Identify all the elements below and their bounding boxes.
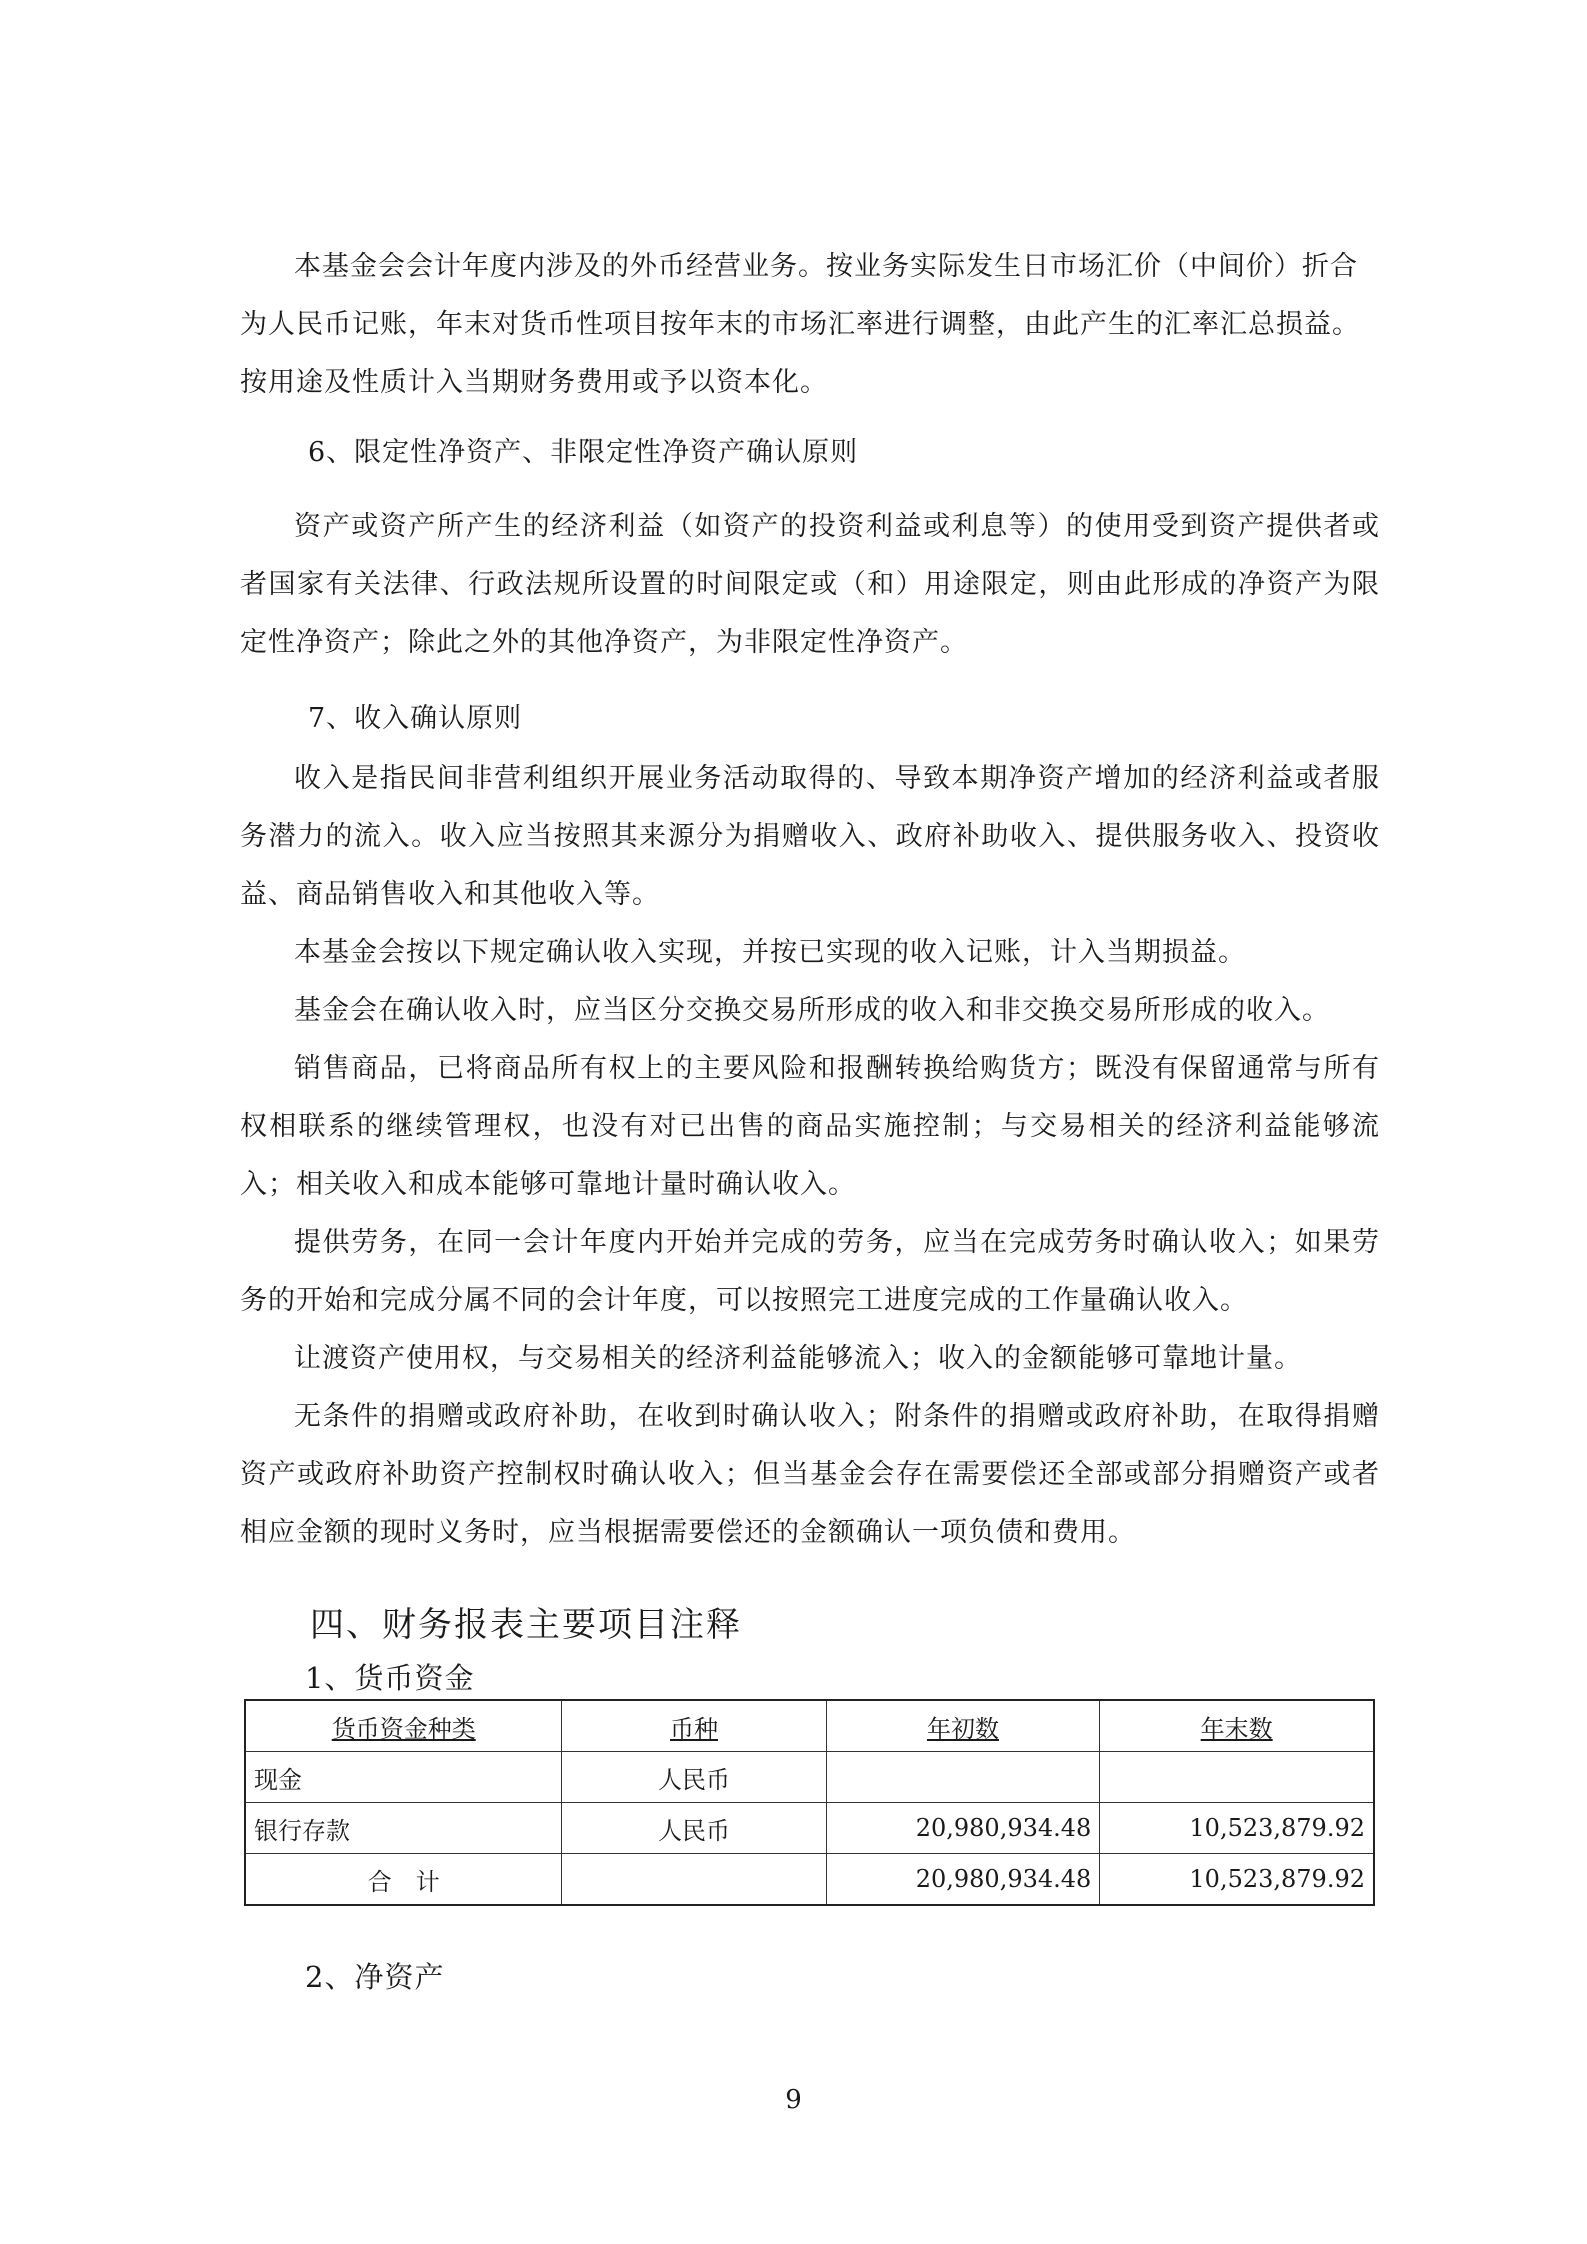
section-7 — [240, 690, 1380, 748]
table-cell: 现金 — [245, 1752, 562, 1803]
item-2-heading: 2、净资产 — [305, 1960, 445, 1994]
section-4-heading: 四、财务报表主要项目注释 — [310, 1605, 742, 1645]
table-cell — [1100, 1752, 1374, 1803]
table-total-row — [245, 1854, 1374, 1906]
table-cell: 人民币 — [562, 1752, 826, 1803]
section-7-paragraph-5: 提供劳务，在同一会计年度内开始并完成的劳务，应当在完成劳务时确认收入；如果劳务的开始和完成分属不同的会计年度，可以按照完工进度完成的工作量确认收入。 — [240, 1227, 1380, 1316]
section-7-paragraph-6: 让渡资产使用权，与交易相关的经济利益能够流入；收入的金额能够可靠地计量。 — [294, 1343, 1302, 1374]
header-cell: 货币资金种类 — [245, 1700, 562, 1752]
fx-line-2: 为人民币记账，年末对货币性项目按年末的市场汇率进行调整，由此产生的汇率汇总损益。 — [240, 309, 1360, 340]
section-6-heading: 6、限定性净资产、非限定性净资产确认原则 — [308, 437, 859, 468]
section-6-body — [240, 498, 1380, 672]
table-cell: 20,980,934.48 — [826, 1803, 1100, 1854]
table-cell: 10,523,879.92 — [1100, 1803, 1374, 1854]
table-cell — [562, 1854, 826, 1906]
table-cell: 10,523,879.92 — [1100, 1854, 1374, 1906]
section-7-paragraph-1: 收入是指民间非营利组织开展业务活动取得的、导致本期净资产增加的经济利益或者服务潜力的流入。收入应当按照其来源分为捐赠收入、政府补助收入、提供服务收入、投资收益、商品销售收入和其他收入等。 — [240, 763, 1380, 910]
section-7-heading: 7、收入确认原则 — [308, 703, 523, 734]
table-cell: 人民币 — [562, 1803, 826, 1854]
fx-paragraph — [240, 238, 1380, 412]
section-7-paragraph-4: 销售商品，已将商品所有权上的主要风险和报酬转换给购货方；既没有保留通常与所有权相联系的继续管理权，也没有对已出售的商品实施控制；与交易相关的经济利益能够流入；相关收入和成本能够可靠地计量时确认收入。 — [240, 1053, 1380, 1200]
table-header-row — [245, 1700, 1374, 1752]
table-cell — [826, 1752, 1100, 1803]
page-number: 9 — [785, 2085, 802, 2115]
section-7-paragraph-3: 基金会在确认收入时，应当区分交换交易所形成的收入和非交换交易所形成的收入。 — [294, 995, 1330, 1026]
table-cell: 银行存款 — [245, 1803, 562, 1854]
fx-line-3: 按用途及性质计入当期财务费用或予以资本化。 — [240, 367, 828, 398]
table-cell: 合 计 — [245, 1854, 562, 1906]
table-cell: 20,980,934.48 — [826, 1854, 1100, 1906]
section-7-body — [240, 750, 1380, 1562]
header-cell: 年初数 — [826, 1700, 1100, 1752]
section-7-paragraph-7: 无条件的捐赠或政府补助，在收到时确认收入；附条件的捐赠或政府补助，在取得捐赠资产或政府补助资产控制权时确认收入；但当基金会存在需要偿还全部或部分捐赠资产或者相应金额的现时义务时，应当根据需要偿还的金额确认一项负债和费用。 — [240, 1401, 1380, 1548]
table-row — [245, 1752, 1374, 1803]
cash-table — [244, 1699, 1375, 1906]
table-row — [245, 1803, 1374, 1854]
header-cell: 年末数 — [1100, 1700, 1374, 1752]
fx-line-1: 本基金会会计年度内涉及的外币经营业务。按业务实际发生日市场汇价（中间价）折合 — [294, 251, 1358, 282]
item-1-heading: 1、货币资金 — [305, 1661, 475, 1695]
section-7-paragraph-2: 本基金会按以下规定确认收入实现，并按已实现的收入记账，计入当期损益。 — [294, 937, 1246, 968]
section-6 — [240, 424, 1380, 482]
header-cell: 币种 — [562, 1700, 826, 1752]
section-6-paragraph: 资产或资产所产生的经济利益（如资产的投资利益或利息等）的使用受到资产提供者或者国家有关法律、行政法规所设置的时间限定或（和）用途限定，则由此形成的净资产为限定性净资产；除此之外的其他净资产，为非限定性净资产。 — [240, 511, 1380, 658]
